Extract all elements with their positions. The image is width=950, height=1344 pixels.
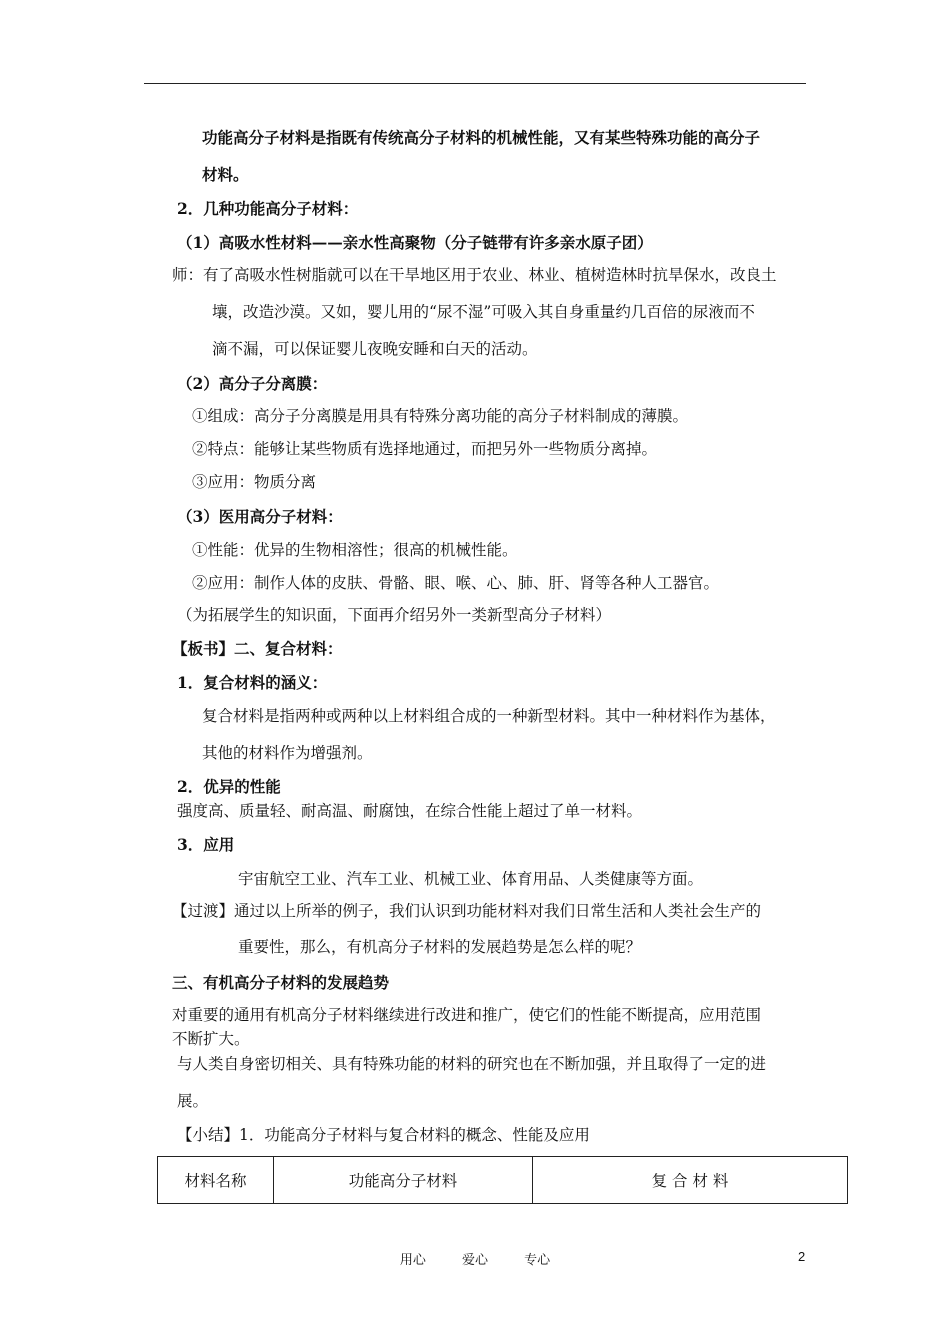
section-heading: 3．应用 xyxy=(177,835,235,854)
paragraph-line: 强度高、质量轻、耐高温、耐腐蚀，在综合性能上超过了单一材料。 xyxy=(177,802,643,820)
footer xyxy=(0,1249,950,1268)
paragraph-line: 与人类自身密切相关、具有特殊功能的材料的研究也在不断加强，并且取得了一定的进 xyxy=(177,1055,767,1073)
subsection-heading: （2）高分子分离膜： xyxy=(177,374,328,393)
paragraph-line: 壤，改造沙漠。又如，婴儿用的“尿不湿”可吸入其自身重量约几百倍的尿液而不 xyxy=(212,303,755,321)
paragraph-line: 不断扩大。 xyxy=(172,1030,250,1048)
paragraph-line: 其他的材料作为增强剂。 xyxy=(202,744,373,762)
paragraph-line: 对重要的通用有机高分子材料继续进行改进和推广，使它们的性能不断提高，应用范围 xyxy=(172,1006,762,1024)
summary-table xyxy=(157,1156,848,1204)
subsection-heading: （1）高吸水性材料——亲水性高聚物（分子链带有许多亲水原子团） xyxy=(177,233,653,252)
table-header-cell: 功能高分子材料 xyxy=(274,1157,533,1204)
table-header-cell: 复 合 材 料 xyxy=(533,1157,848,1204)
list-item: ①组成：高分子分离膜是用具有特殊分离功能的高分子材料制成的薄膜。 xyxy=(192,407,689,425)
footer-item: 专心 xyxy=(524,1253,551,1268)
paragraph-line: 功能高分子材料是指既有传统高分子材料的机械性能，又有某些特殊功能的高分子 xyxy=(202,128,761,147)
list-item: ②特点：能够让某些物质有选择地通过，而把另外一些物质分离掉。 xyxy=(192,440,658,458)
paragraph-line: 材料。 xyxy=(202,165,249,184)
section-heading: 2．优异的性能 xyxy=(177,777,281,796)
paragraph-line: 【过渡】通过以上所举的例子，我们认识到功能材料对我们日常生活和人类社会生产的 xyxy=(172,902,762,920)
list-item: ②应用：制作人体的皮肤、骨骼、眼、喉、心、肺、肝、肾等各种人工器官。 xyxy=(192,574,720,592)
table-row xyxy=(158,1157,848,1204)
paragraph-line: 展。 xyxy=(177,1092,209,1110)
paragraph-line: 宇宙航空工业、汽车工业、机械工业、体育用品、人类健康等方面。 xyxy=(238,870,704,888)
section-heading: 【板书】二、复合材料： xyxy=(172,639,343,658)
paragraph-line: 复合材料是指两种或两种以上材料组合成的一种新型材料。其中一种材料作为基体， xyxy=(202,707,776,725)
section-heading: 三、有机高分子材料的发展趋势 xyxy=(172,973,390,992)
header-rule xyxy=(144,83,806,84)
paragraph-line: 重要性，那么，有机高分子材料的发展趋势是怎么样的呢？ xyxy=(238,938,642,956)
section-heading: 2．几种功能高分子材料： xyxy=(177,199,359,218)
footer-item: 爱心 xyxy=(461,1253,488,1268)
footer-item: 用心 xyxy=(399,1253,426,1268)
table-header-cell: 材料名称 xyxy=(158,1157,274,1204)
list-item: ③应用：物质分离 xyxy=(192,473,317,491)
list-item: ①性能：优异的生物相溶性；很高的机械性能。 xyxy=(192,541,518,559)
paragraph-line: 滴不漏，可以保证婴儿夜晚安睡和白天的活动。 xyxy=(212,340,538,358)
subsection-heading: （3）医用高分子材料： xyxy=(177,507,343,526)
summary-heading: 【小结】1．功能高分子材料与复合材料的概念、性能及应用 xyxy=(177,1126,590,1144)
page-number: 2 xyxy=(798,1249,806,1264)
paragraph-line: 师：有了高吸水性树脂就可以在干旱地区用于农业、林业、植树造林时抗旱保水，改良土 xyxy=(172,266,777,284)
section-heading: 1．复合材料的涵义： xyxy=(177,673,328,692)
paragraph-line: （为拓展学生的知识面，下面再介绍另外一类新型高分子材料） xyxy=(177,606,612,624)
